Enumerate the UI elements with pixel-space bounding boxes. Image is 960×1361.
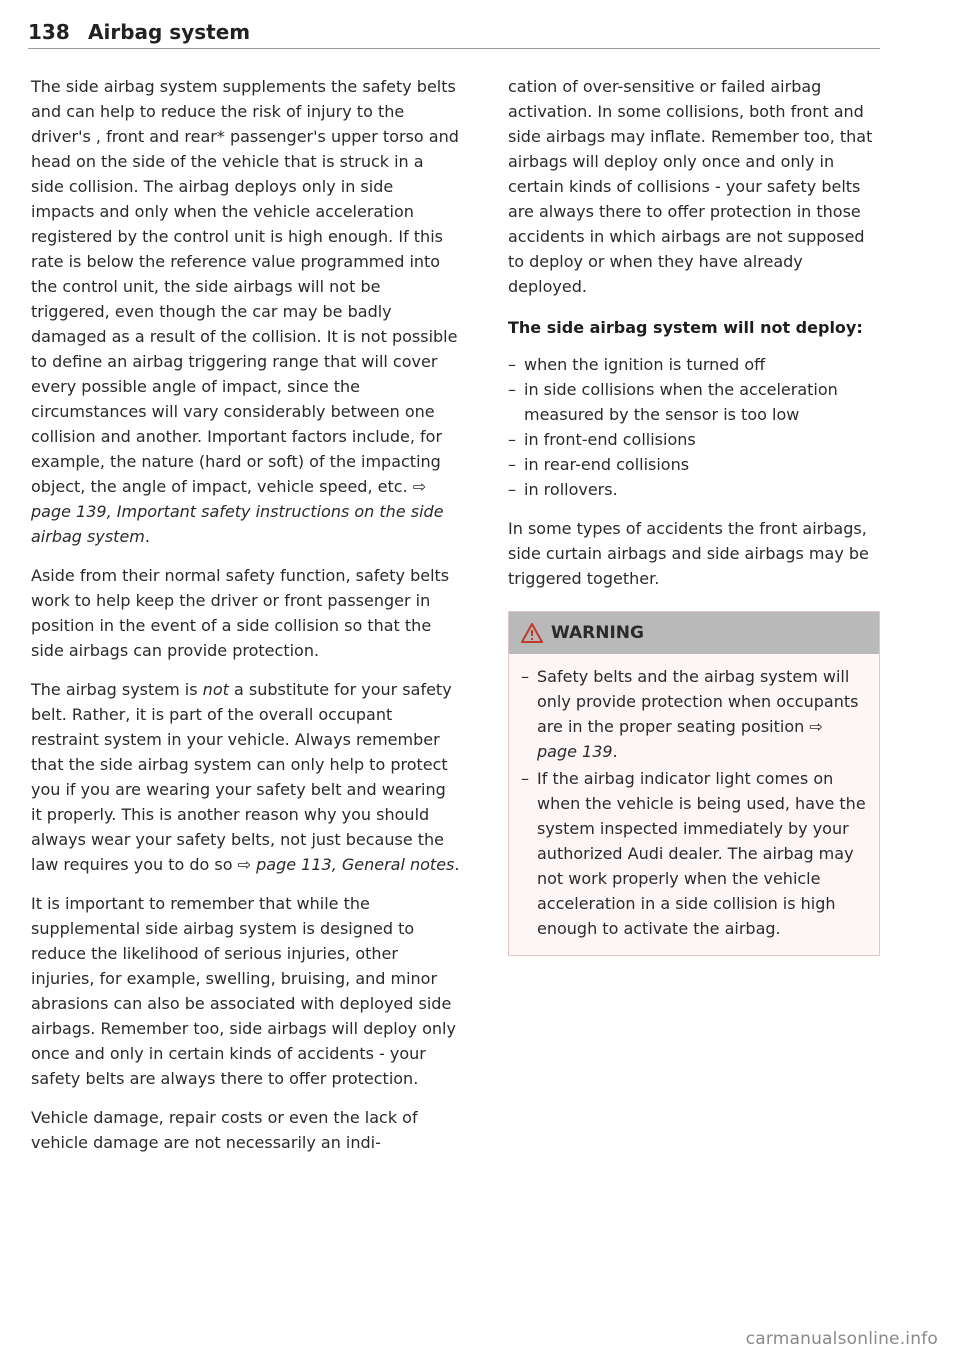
warning-triangle-icon (521, 623, 543, 643)
warning-list (509, 654, 879, 955)
no-deploy-list (508, 352, 880, 502)
cross-reference-link[interactable]: ⇨ page 139, Important safety instructions on the side airbag system (31, 477, 444, 546)
list-item: – Safety belts and the airbag system will only provide protection when occupants are in the proper seating position ⇨ page 139. (521, 664, 867, 764)
paragraph-activation: cation of over-sensitive or failed airbag activation. In some collisions, both front and side airbags may inflate. Remember too, that airbags will deploy only once and only in certain kinds of collisions - your safety belts are always there to offer protection in those accidents in which airbags are not supposed to deploy or when they have already deployed. (508, 77, 873, 296)
paragraph-not-substitute: The airbag system is not a substitute for your safety belt. Rather, it is part of the overall occupant restraint system in your vehicle. Always remember that the side airbag system can only help to protect you if you are wearing your safety belt and wearing it properly. This is another reason why you should always wear your safety belts, not just because the law requires you to do so ⇨ page 113, General notes. (31, 680, 460, 874)
list-item: – in front-end collisions (508, 427, 880, 452)
watermark: carmanualsonline.info (745, 1329, 938, 1349)
warning-box (508, 611, 880, 956)
list-item: – when the ignition is turned off (508, 352, 880, 377)
paragraph-safety-belts: Aside from their normal safety function, safety belts work to help keep the driver or front passenger in position in the event of a side collision so that the side airbags can provide protection. (31, 566, 450, 660)
warning-header (509, 612, 879, 654)
list-item: – If the airbag indicator light comes on when the vehicle is being used, have the system inspected immediately by your authorized Audi dealer. The airbag may not work properly when the vehicle acceleration in a side collision is high enough to activate the airbag. (521, 766, 867, 941)
cross-reference-link[interactable]: ⇨ page 139 (537, 717, 823, 761)
paragraph-side-airbag-intro: The side airbag system supplements the safety belts and can help to reduce the risk of injury to the driver's , front and rear* passenger's upper torso and head on the side of the vehicle that is struck in a side collision. The airbag deploys only in side impacts and only when the vehicle acceleration registered by the control unit is high enough. If this rate is below the reference value programmed into the control unit, the side airbags will not be triggered, even though the car may be badly damaged as a result of the collision. It is not possible to define an airbag triggering range that will cover every possible angle of impact, since the circumstances will vary considerably between one collision and another. Important factors include, for example, the nature (hard or soft) of the impacting object, the angle of impact, vehicle speed, etc. ⇨ page 139, Important safety instructions on the side airbag system. (31, 77, 459, 546)
list-item: – in rear-end collisions (508, 452, 880, 477)
paragraph-other-injuries: It is important to remember that while the supplemental side airbag system is designed to reduce the likelihood of serious injuries, other injuries, for example, swelling, bruising, and minor abrasions can also be associated with deployed side airbags. Remember too, side airbags will deploy only once and only in certain kinds of accidents - your safety belts are always there to offer protection. (31, 894, 456, 1088)
warning-title: WARNING (551, 622, 644, 643)
list-item: – in rollovers. (508, 477, 880, 502)
right-column (508, 74, 880, 956)
left-column (31, 74, 461, 1169)
paragraph-vehicle-damage: Vehicle damage, repair costs or even the lack of vehicle damage are not necessarily an indi- (31, 1108, 418, 1152)
page-number: 138 (28, 20, 70, 44)
header-rule (28, 48, 880, 49)
page-header (28, 20, 880, 50)
chapter-title: Airbag system (88, 20, 251, 44)
cross-reference-link[interactable]: ⇨ page 113, General notes (237, 855, 455, 874)
paragraph-triggered-together: In some types of accidents the front airbags, side curtain airbags and side airbags may be triggered together. (508, 519, 869, 588)
section-subheading: The side airbag system will not deploy: (508, 318, 863, 337)
list-item: – in side collisions when the acceleration measured by the sensor is too low (508, 377, 880, 427)
